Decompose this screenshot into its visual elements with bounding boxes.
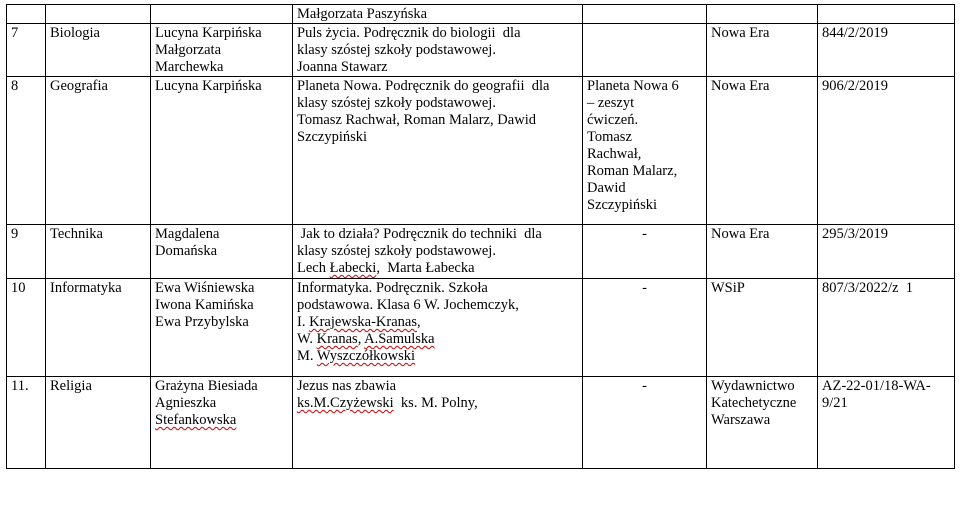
exercise-line: Rachwał, xyxy=(587,146,642,162)
title-line: Małgorzata Paszyńska xyxy=(297,6,428,22)
authors-line: Lucyna Karpińska xyxy=(155,78,262,94)
spellcheck-underline: Krajewska-Kranas xyxy=(309,314,417,330)
spellcheck-underline: Kranas xyxy=(316,331,358,347)
authors-line: Magdalena xyxy=(155,226,220,242)
number-line: 295/3/2019 xyxy=(822,226,889,242)
spellcheck-underline: Stefankowska xyxy=(155,412,237,428)
exercise-line: ćwiczeń. xyxy=(587,112,639,128)
title-line: ks.M.Czyżewski ks. M. Polny, xyxy=(297,395,478,411)
cell-authors xyxy=(151,77,293,225)
title-line: Joanna Stawarz xyxy=(297,59,388,75)
publisher-line: Nowa Era xyxy=(711,25,770,41)
cell-exercise xyxy=(583,5,707,24)
exercise-line: Szczypiński xyxy=(587,197,658,213)
title-line: Jak to działa? Podręcznik do techniki dla xyxy=(297,226,542,242)
exercise-line: - xyxy=(642,280,647,296)
authors-line: Domańska xyxy=(155,243,218,259)
exercise-line: - xyxy=(642,226,647,242)
exercise-line: - xyxy=(642,378,647,394)
number-line: 844/2/2019 xyxy=(822,25,889,41)
cell-title xyxy=(293,279,583,377)
cell-nr: 10 xyxy=(7,279,46,377)
cell-subject: Religia xyxy=(46,377,151,469)
cell-approval-number xyxy=(818,77,955,225)
cell-nr: 9 xyxy=(7,225,46,279)
title-line: klasy szóstej szkoły podstawowej. xyxy=(297,243,496,259)
title-line: Planeta Nowa. Podręcznik do geografii dla xyxy=(297,78,550,94)
title-line: M. Wyszczółkowski xyxy=(297,348,416,364)
cell-publisher xyxy=(707,77,818,225)
cell-authors xyxy=(151,279,293,377)
authors-line: Ewa Wiśniewska xyxy=(155,280,255,296)
publisher-line: WSiP xyxy=(711,280,745,296)
publisher-line: Nowa Era xyxy=(711,78,770,94)
cell-title xyxy=(293,24,583,77)
number-line: 906/2/2019 xyxy=(822,78,889,94)
textbook-table xyxy=(6,4,955,469)
authors-line: Iwona Kamińska xyxy=(155,297,254,313)
number-line: 9/21 xyxy=(822,395,848,411)
title-line: Jezus nas zbawia xyxy=(297,378,397,394)
authors-line: Lucyna Karpińska xyxy=(155,25,262,41)
cell-subject: Technika xyxy=(46,225,151,279)
table-row xyxy=(7,377,955,469)
cell-exercise xyxy=(583,377,707,469)
title-line: klasy szóstej szkoły podstawowej. xyxy=(297,95,496,111)
publisher-line: Nowa Era xyxy=(711,226,770,242)
authors-line: Grażyna Biesiada xyxy=(155,378,258,394)
spellcheck-underline: Łabecki xyxy=(329,260,377,276)
cell-nr: 8 xyxy=(7,77,46,225)
cell-exercise xyxy=(583,77,707,225)
title-line: Lech Łabecki, Marta Łabecka xyxy=(297,260,475,276)
table-row xyxy=(7,5,955,24)
table-row xyxy=(7,225,955,279)
table-row xyxy=(7,24,955,77)
cell-title xyxy=(293,77,583,225)
cell-nr xyxy=(7,5,46,24)
spellcheck-underline: Wyszczółkowski xyxy=(316,348,416,364)
cell-approval-number xyxy=(818,24,955,77)
cell-approval-number xyxy=(818,279,955,377)
cell-authors xyxy=(151,377,293,469)
table-row xyxy=(7,77,955,225)
cell-authors xyxy=(151,5,293,24)
cell-publisher xyxy=(707,24,818,77)
cell-publisher xyxy=(707,5,818,24)
title-line: podstawowa. Klasa 6 W. Jochemczyk, xyxy=(297,297,519,313)
title-line: Puls życia. Podręcznik do biologii dla xyxy=(297,25,521,41)
title-line: W. Kranas, A.Samulska xyxy=(297,331,435,347)
number-line: AZ-22-01/18-WA- xyxy=(822,378,931,394)
publisher-line: Wydawnictwo xyxy=(711,378,795,394)
cell-title xyxy=(293,377,583,469)
exercise-line: – zeszyt xyxy=(587,95,635,111)
title-line: Szczypiński xyxy=(297,129,368,145)
exercise-line: Planeta Nowa 6 xyxy=(587,78,679,94)
title-line: klasy szóstej szkoły podstawowej. xyxy=(297,42,496,58)
spellcheck-underline: ks.M.Czyżewski xyxy=(297,395,394,411)
title-line: Informatyka. Podręcznik. Szkoła xyxy=(297,280,488,296)
publisher-line: Warszawa xyxy=(711,412,771,428)
cell-publisher xyxy=(707,279,818,377)
exercise-line: Roman Malarz, xyxy=(587,163,678,179)
cell-subject: Biologia xyxy=(46,24,151,77)
cell-authors xyxy=(151,24,293,77)
publisher-line: Katechetyczne xyxy=(711,395,797,411)
cell-title xyxy=(293,5,583,24)
cell-publisher xyxy=(707,377,818,469)
cell-nr: 11. xyxy=(7,377,46,469)
cell-exercise xyxy=(583,24,707,77)
spellcheck-underline: A.Samulska xyxy=(364,331,435,347)
exercise-line: Tomasz xyxy=(587,129,632,145)
cell-subject: Informatyka xyxy=(46,279,151,377)
cell-exercise xyxy=(583,279,707,377)
title-line: Tomasz Rachwał, Roman Malarz, Dawid xyxy=(297,112,536,128)
authors-line: Małgorzata xyxy=(155,42,222,58)
authors-line xyxy=(155,412,288,429)
authors-line: Agnieszka xyxy=(155,395,217,411)
cell-approval-number xyxy=(818,377,955,469)
cell-subject xyxy=(46,5,151,24)
cell-approval-number xyxy=(818,5,955,24)
table-row xyxy=(7,279,955,377)
cell-approval-number xyxy=(818,225,955,279)
number-line: 807/3/2022/z 1 xyxy=(822,280,914,296)
cell-authors xyxy=(151,225,293,279)
cell-publisher xyxy=(707,225,818,279)
cell-title xyxy=(293,225,583,279)
cell-subject: Geografia xyxy=(46,77,151,225)
authors-line: Ewa Przybylska xyxy=(155,314,249,330)
title-line: I. Krajewska-Kranas, xyxy=(297,314,421,330)
authors-line: Marchewka xyxy=(155,59,224,75)
cell-exercise xyxy=(583,225,707,279)
exercise-line: Dawid xyxy=(587,180,626,196)
cell-nr: 7 xyxy=(7,24,46,77)
